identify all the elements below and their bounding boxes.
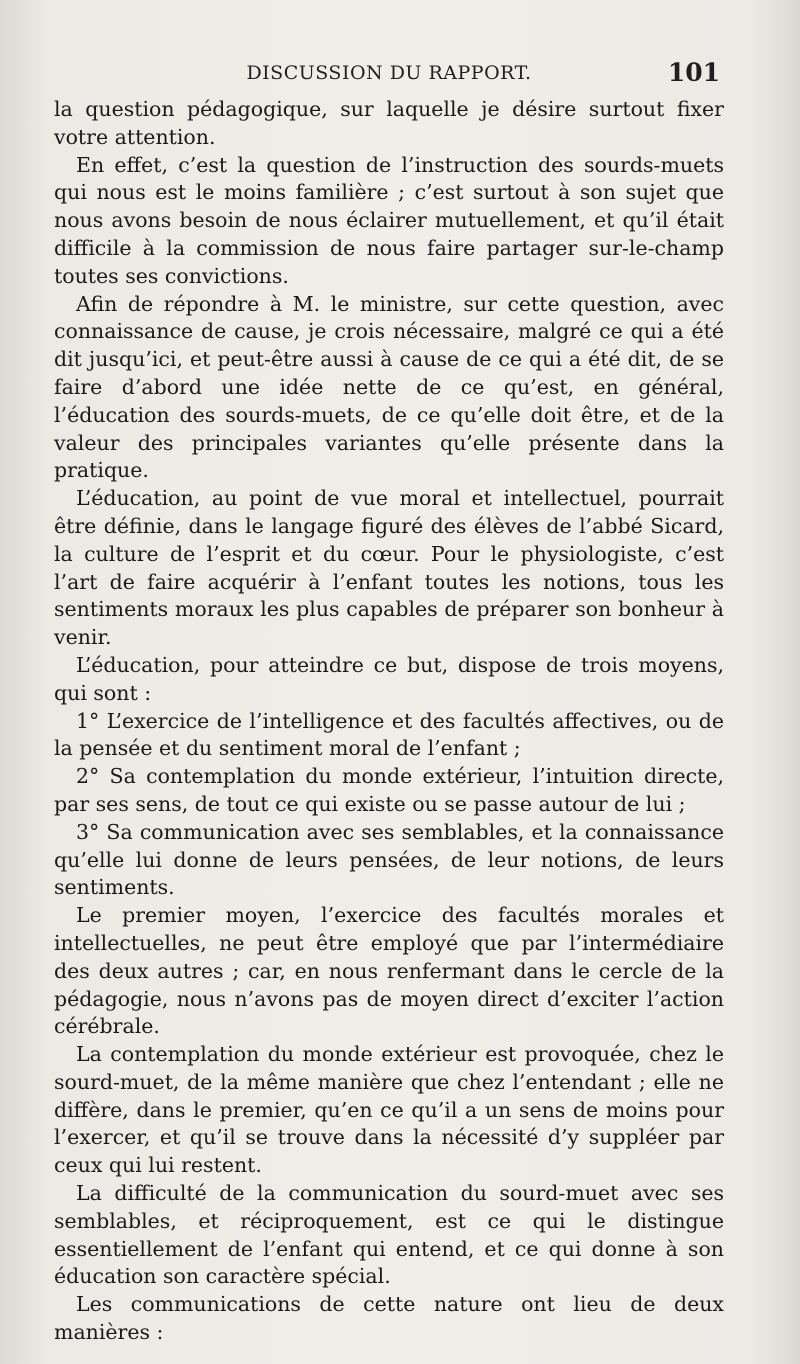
paragraph: La difficulté de la communication du sourd-muet avec ses semblables, et réciproquement, est ce qui le distingue essentiellement de l’enfant qui entend, et ce qui donne à son éducation son caractère spécial. [54, 1181, 724, 1289]
page-header [54, 58, 724, 94]
running-head: DISCUSSION DU RAPPORT. [246, 62, 532, 84]
paragraph: la question pédagogique, sur laquelle je désire surtout fixer votre attention. [54, 97, 724, 149]
page-number: 101 [667, 58, 720, 87]
paragraph: En effet, c’est la question de l’instruction des sourds-muets qui nous est le moins familière ; c’est surtout à son sujet que nous avons besoin de nous éclairer mutuellement, et qu’il était difficile à la commission de nous faire partager sur-le-champ toutes ses convictions. [54, 152, 724, 288]
paragraph: L’éducation, pour atteindre ce but, dispose de trois moyens, qui sont : [54, 652, 724, 705]
paragraph: Le premier moyen, l’exercice des facultés morales et intellectuelles, ne peut être employé que par l’intermédiaire des deux autres ; car, en nous renfermant dans le cercle de la pédagogie, nous n’avons pas de moyen direct d’exciter l’action cérébrale. [54, 903, 724, 1039]
enumerated-paragraph: 3° Sa communication avec ses semblables, et la connaissance qu’elle lui donne de leurs pensées, de leur notions, de leurs sentiments. [54, 819, 724, 900]
enumerated-paragraph: 1° L’exercice de l’intelligence et des facultés affectives, ou de la pensée et du sentiment moral de l’enfant ; [54, 708, 724, 761]
paragraph: Afin de répondre à M. le ministre, sur cette question, avec connaissance de cause, je crois nécessaire, malgré ce qui a été dit jusqu’ici, et peut-être aussi à cause de ce qui a été dit, de se faire d’abord une idée nette de ce qu’est, en général, l’éducation des sourds-muets, de ce qu’elle doit être, et de la valeur des principales variantes qu’elle présente dans la pratique. [54, 291, 724, 483]
body-text [54, 96, 724, 1347]
paragraph: L’éducation, au point de vue moral et intellectuel, pourrait être définie, dans le langage figuré des élèves de l’abbé Sicard, la culture de l’esprit et du cœur. Pour le physiologiste, c’est l’art de faire acquérir à l’enfant toutes les notions, tous les sentiments moraux les plus capables de préparer son bonheur à venir. [54, 486, 724, 650]
paragraph: Les communications de cette nature ont lieu de deux manières : [54, 1292, 724, 1345]
paragraph: La contemplation du monde extérieur est provoquée, chez le sourd-muet, de la même manière que chez l’entendant ; elle ne diffère, dans le premier, qu’en ce qu’il a un sens de moins pour l’exercer, et qu’il se trouve dans la nécessité d’y suppléer par ceux qui lui restent. [54, 1042, 724, 1178]
enumerated-paragraph: 2° Sa contemplation du monde extérieur, l’intuition directe, par ses sens, de tout ce qui existe ou se passe autour de lui ; [54, 764, 724, 816]
